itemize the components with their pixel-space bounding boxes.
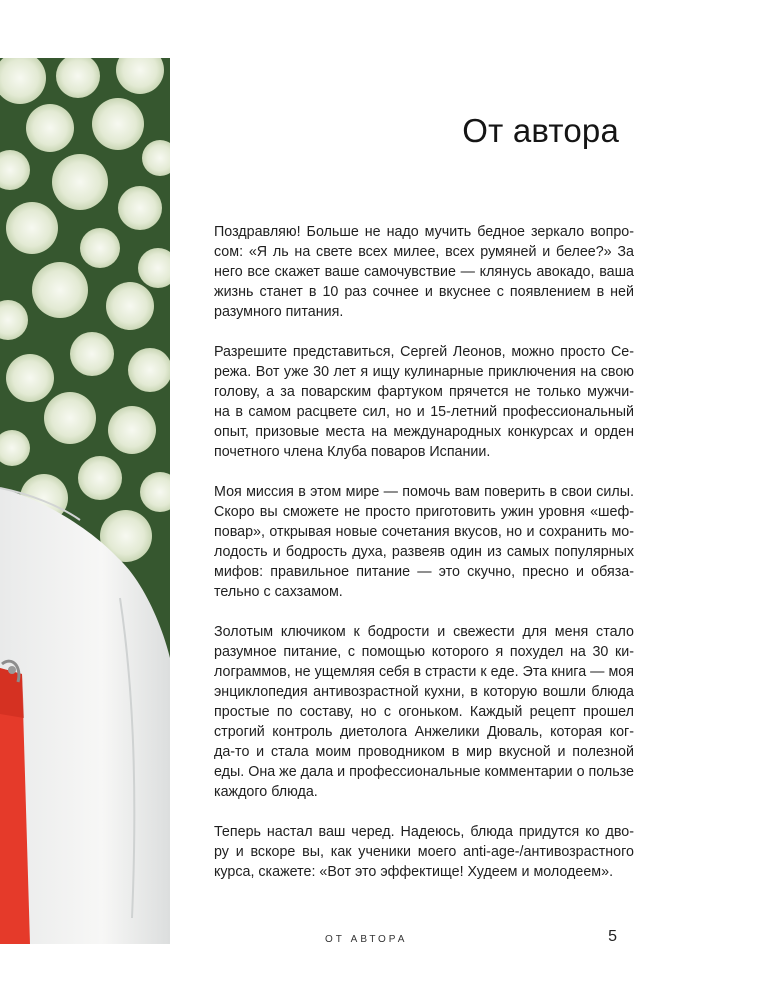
text-line: Скоро вы сможете не просто приготовить ужин уровня «шеф- <box>214 504 634 520</box>
text-line: строгий контроль диетолога Анжелики Дюваль, которая ког- <box>214 724 634 740</box>
text-line: да-то и стала моим проводником в мир вкусной и полезной <box>214 744 634 760</box>
text-line: Моя миссия в этом мире — помочь вам поверить в свои силы. <box>214 484 634 500</box>
text-line: лодость и бодрость духа, развеяв один из самых популярных <box>214 544 634 560</box>
text-line: Теперь настал ваш черед. Надеюсь, блюда придутся ко дво- <box>214 824 634 840</box>
text-line: на в самом расцвете сил, но и 15-летний профессиональный <box>214 404 634 420</box>
page-title: От автора <box>462 112 619 149</box>
text-line: лограммов, не ущемляя себя в страсти к еде. Эта книга — моя <box>214 664 634 680</box>
text-line: еды. Она же дала и профессиональные комментарии о пользе <box>214 764 635 780</box>
paragraph <box>214 342 634 462</box>
text-line: простые по составу, но с огоньком. Каждый рецепт прошел <box>214 704 634 720</box>
text-line: режа. Вот уже 30 лет я ищу кулинарные приключения на свою <box>214 364 634 380</box>
text-line: сом: «Я ль на свете всех милее, всех румяней и белее?» За <box>214 244 634 260</box>
text-line: опыт, призовые места на международных конкурсах и орден <box>214 424 634 440</box>
paragraph <box>214 622 634 802</box>
text-line: жизнь станет в 10 раз сочнее и вкуснее с появлением в ней <box>214 284 634 300</box>
text-line: разумного питания. <box>214 304 344 320</box>
text-line: Разрешите представиться, Сергей Леонов, можно просто Се- <box>214 344 634 360</box>
text-line: разумное питание, с помощью которого я похудел на 30 ки- <box>214 644 634 660</box>
text-line: мифов: правильное питание — это скучно, пресно и обяза- <box>214 564 634 580</box>
text-line: тельно с сахзамом. <box>214 584 343 600</box>
text-line: Золотым ключиком к бодрости и свежести для меня стало <box>214 624 634 640</box>
author-photo <box>0 58 170 944</box>
text-line: ру и вскоре вы, как ученики моего anti-age-/антивозрастного <box>214 844 634 860</box>
body-text <box>214 222 634 902</box>
text-line: почетного члена Клуба поваров Испании. <box>214 444 491 460</box>
paragraph <box>214 822 634 882</box>
paragraph <box>214 222 634 322</box>
running-head: ОТ АВТОРА <box>325 934 408 945</box>
text-line: Поздравляю! Больше не надо мучить бедное зеркало вопро- <box>214 224 634 240</box>
text-line: каждого блюда. <box>214 784 318 800</box>
text-line: повар», открывая новые сочетания вкусов, но и сохранить мо- <box>214 524 634 540</box>
text-line: голову, а за поварским фартуком прячется не только мужчи- <box>214 384 634 400</box>
text-line: курса, скажете: «Вот это эффектище! Худеем и молодеем». <box>214 864 614 880</box>
page-number: 5 <box>608 928 617 945</box>
text-line: энциклопедия антивозрастной кухни, в которую вошли блюда <box>214 684 634 700</box>
paragraph <box>214 482 634 602</box>
author-photo-illustration <box>0 58 170 944</box>
text-line: него все скажет ваше самочувствие — клянусь авокадо, ваша <box>214 264 634 280</box>
